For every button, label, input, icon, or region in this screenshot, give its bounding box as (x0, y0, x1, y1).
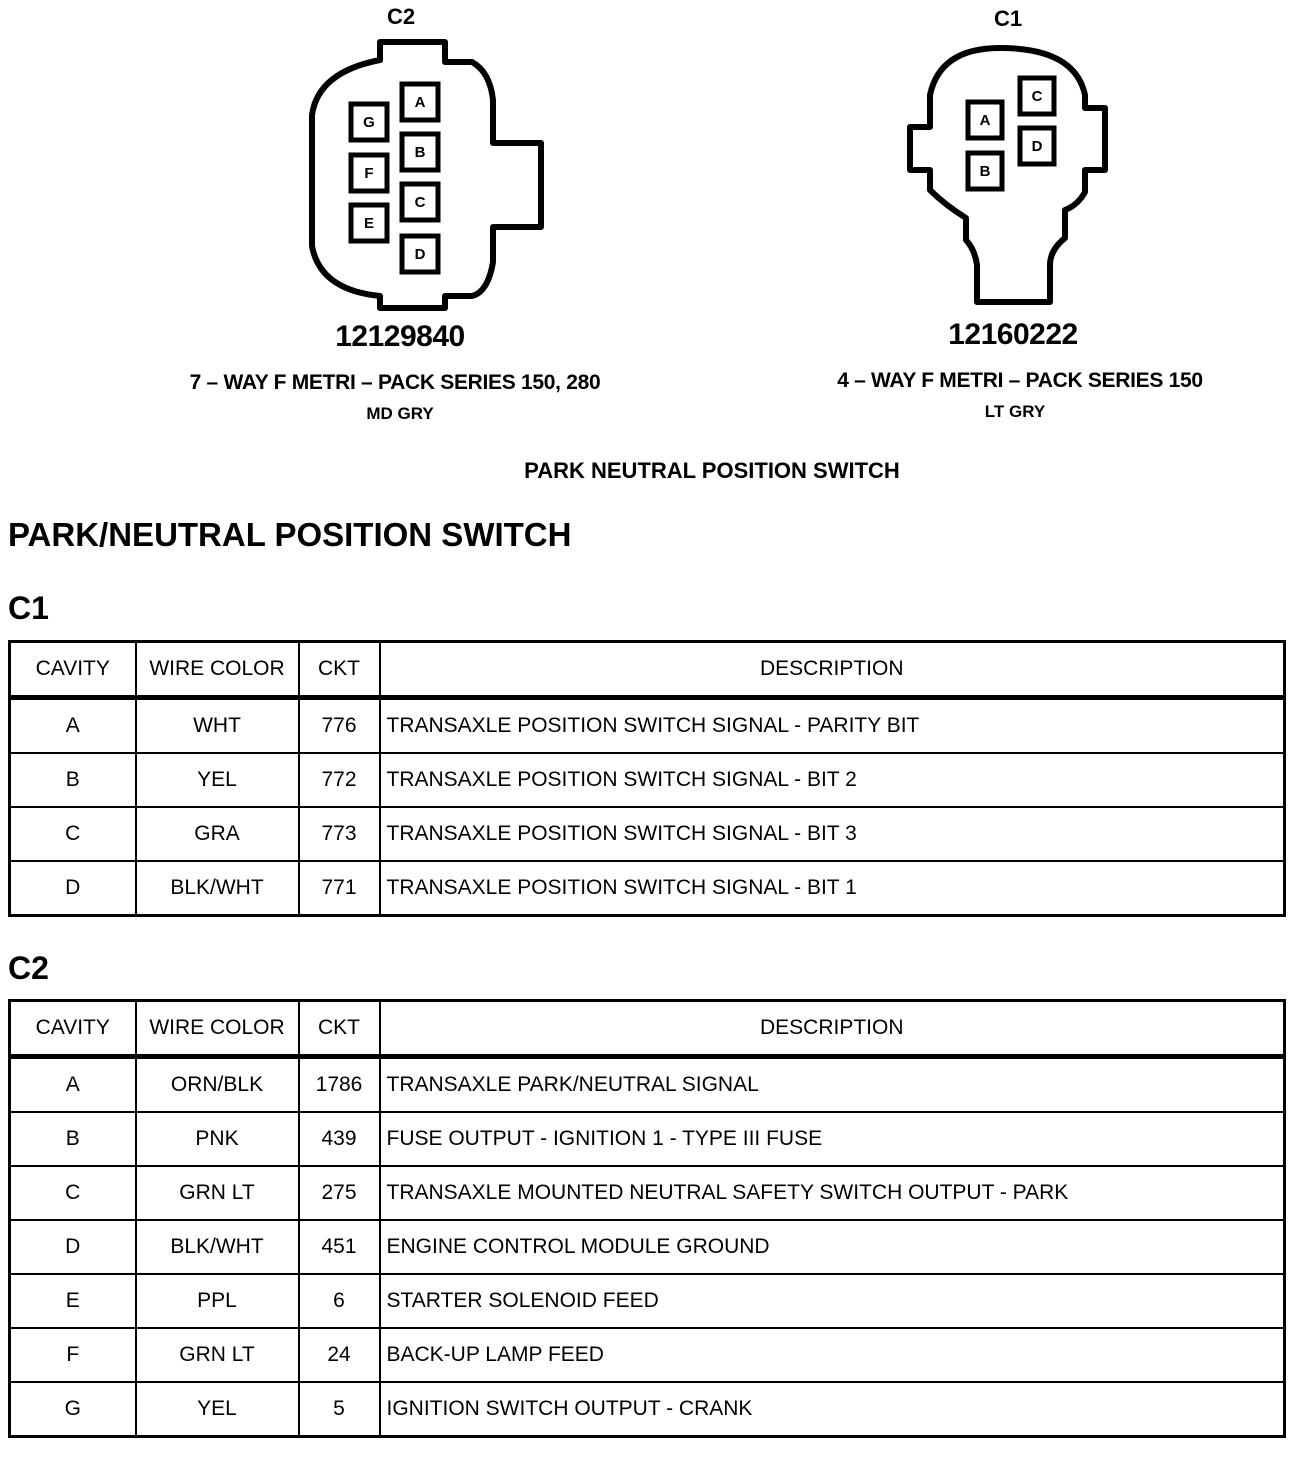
cell-wire-color: GRN LT (136, 1328, 299, 1382)
col-header-wire-color: WIRE COLOR (136, 1001, 299, 1057)
cell-wire-color: GRA (136, 807, 299, 861)
svg-text:E: E (363, 215, 375, 232)
connector-c2-part-number: 12129840 (335, 320, 465, 353)
cell-cavity: B (10, 1112, 136, 1166)
cell-wire-color: ORN/BLK (136, 1057, 299, 1113)
c2-cavity-b (402, 134, 438, 170)
cell-ckt: 1786 (299, 1057, 380, 1113)
cell-description: BACK-UP LAMP FEED (380, 1328, 1285, 1382)
cell-wire-color: YEL (136, 753, 299, 807)
table-row (10, 1057, 1285, 1113)
table-row (10, 1328, 1285, 1382)
cell-cavity: G (10, 1382, 136, 1437)
svg-text:A: A (414, 94, 426, 111)
col-header-ckt: CKT (299, 1001, 380, 1057)
col-header-ckt: CKT (299, 642, 380, 698)
c2-cavity-e (351, 205, 387, 241)
connector-c2-drawing (312, 42, 541, 308)
table-row (10, 1274, 1285, 1328)
cell-cavity: F (10, 1328, 136, 1382)
cell-description: TRANSAXLE PARK/NEUTRAL SIGNAL (380, 1057, 1285, 1113)
section-title-c1: C1 (8, 590, 49, 626)
cell-description: TRANSAXLE POSITION SWITCH SIGNAL - BIT 3 (380, 807, 1285, 861)
cell-cavity: A (10, 698, 136, 754)
cell-description: TRANSAXLE POSITION SWITCH SIGNAL - BIT 2 (380, 753, 1285, 807)
table-row (10, 1166, 1285, 1220)
connector-c2-series: 7 – WAY F METRI – PACK SERIES 150, 280 (189, 371, 601, 394)
svg-text:G: G (363, 114, 375, 131)
table-row (10, 861, 1285, 916)
cell-wire-color: YEL (136, 1382, 299, 1437)
cell-wire-color: BLK/WHT (136, 1220, 299, 1274)
table-row (10, 807, 1285, 861)
c2-cavity-g (351, 104, 387, 140)
cell-description: IGNITION SWITCH OUTPUT - CRANK (380, 1382, 1285, 1437)
c2-pinout-table (8, 999, 1286, 1438)
col-header-cavity: CAVITY (10, 1001, 136, 1057)
cell-description: ENGINE CONTROL MODULE GROUND (380, 1220, 1285, 1274)
c2-cavity-d (402, 236, 438, 272)
cell-ckt: 6 (299, 1274, 380, 1328)
cell-cavity: B (10, 753, 136, 807)
svg-text:B: B (414, 144, 426, 161)
c1-cavity-c (1020, 78, 1054, 114)
cell-cavity: D (10, 1220, 136, 1274)
table-row (10, 753, 1285, 807)
col-header-cavity: CAVITY (10, 642, 136, 698)
cell-cavity: C (10, 1166, 136, 1220)
cell-ckt: 773 (299, 807, 380, 861)
cell-cavity: A (10, 1057, 136, 1113)
cell-description: TRANSAXLE POSITION SWITCH SIGNAL - BIT 1 (380, 861, 1285, 916)
cell-ckt: 5 (299, 1382, 380, 1437)
connector-c1-part-number: 12160222 (948, 318, 1078, 351)
cell-ckt: 776 (299, 698, 380, 754)
c2-cavity-c (402, 184, 438, 220)
cell-ckt: 451 (299, 1220, 380, 1274)
cell-wire-color: PPL (136, 1274, 299, 1328)
c1-cavity-a (968, 102, 1002, 138)
svg-text:F: F (364, 165, 374, 182)
table-row (10, 1112, 1285, 1166)
table-row (10, 1220, 1285, 1274)
page-title: PARK/NEUTRAL POSITION SWITCH (8, 516, 572, 553)
cell-ckt: 771 (299, 861, 380, 916)
connector-c1-label: C1 (993, 6, 1023, 31)
svg-text:A: A (979, 112, 991, 129)
svg-text:B: B (979, 163, 991, 180)
svg-text:C: C (414, 194, 426, 211)
col-header-wire-color: WIRE COLOR (136, 642, 299, 698)
c1-cavity-d (1020, 128, 1054, 164)
col-header-description: DESCRIPTION (380, 1001, 1285, 1057)
cell-wire-color: PNK (136, 1112, 299, 1166)
diagram-caption: PARK NEUTRAL POSITION SWITCH (524, 458, 900, 483)
table-row (10, 698, 1285, 754)
svg-text:C: C (1031, 88, 1043, 105)
cell-cavity: D (10, 861, 136, 916)
table-header-row (10, 1001, 1285, 1057)
col-header-description: DESCRIPTION (380, 642, 1285, 698)
cell-description: STARTER SOLENOID FEED (380, 1274, 1285, 1328)
c2-cavity-f (351, 155, 387, 191)
cell-description: TRANSAXLE MOUNTED NEUTRAL SAFETY SWITCH OUTPUT - PARK (380, 1166, 1285, 1220)
cell-cavity: C (10, 807, 136, 861)
section-title-c2: C2 (8, 950, 49, 986)
cell-ckt: 24 (299, 1328, 380, 1382)
cell-ckt: 772 (299, 753, 380, 807)
connector-c2-label: C2 (386, 4, 416, 29)
cell-ckt: 275 (299, 1166, 380, 1220)
connector-drawings (0, 0, 1312, 320)
cell-description: FUSE OUTPUT - IGNITION 1 - TYPE III FUSE (380, 1112, 1285, 1166)
cell-wire-color: GRN LT (136, 1166, 299, 1220)
svg-text:D: D (1031, 138, 1043, 155)
c2-cavity-a (402, 84, 438, 120)
c1-cavity-b (968, 153, 1002, 189)
connector-c2-color: MD GRY (366, 404, 434, 423)
cell-wire-color: WHT (136, 698, 299, 754)
cell-description: TRANSAXLE POSITION SWITCH SIGNAL - PARITY BIT (380, 698, 1285, 754)
connector-c1-drawing (910, 48, 1105, 302)
svg-text:D: D (414, 246, 426, 263)
connector-c1-series: 4 – WAY F METRI – PACK SERIES 150 (837, 369, 1203, 392)
table-header-row (10, 642, 1285, 698)
c1-pinout-table (8, 640, 1286, 917)
cell-wire-color: BLK/WHT (136, 861, 299, 916)
table-row (10, 1382, 1285, 1437)
connector-c1-color: LT GRY (984, 402, 1046, 421)
cell-cavity: E (10, 1274, 136, 1328)
cell-ckt: 439 (299, 1112, 380, 1166)
